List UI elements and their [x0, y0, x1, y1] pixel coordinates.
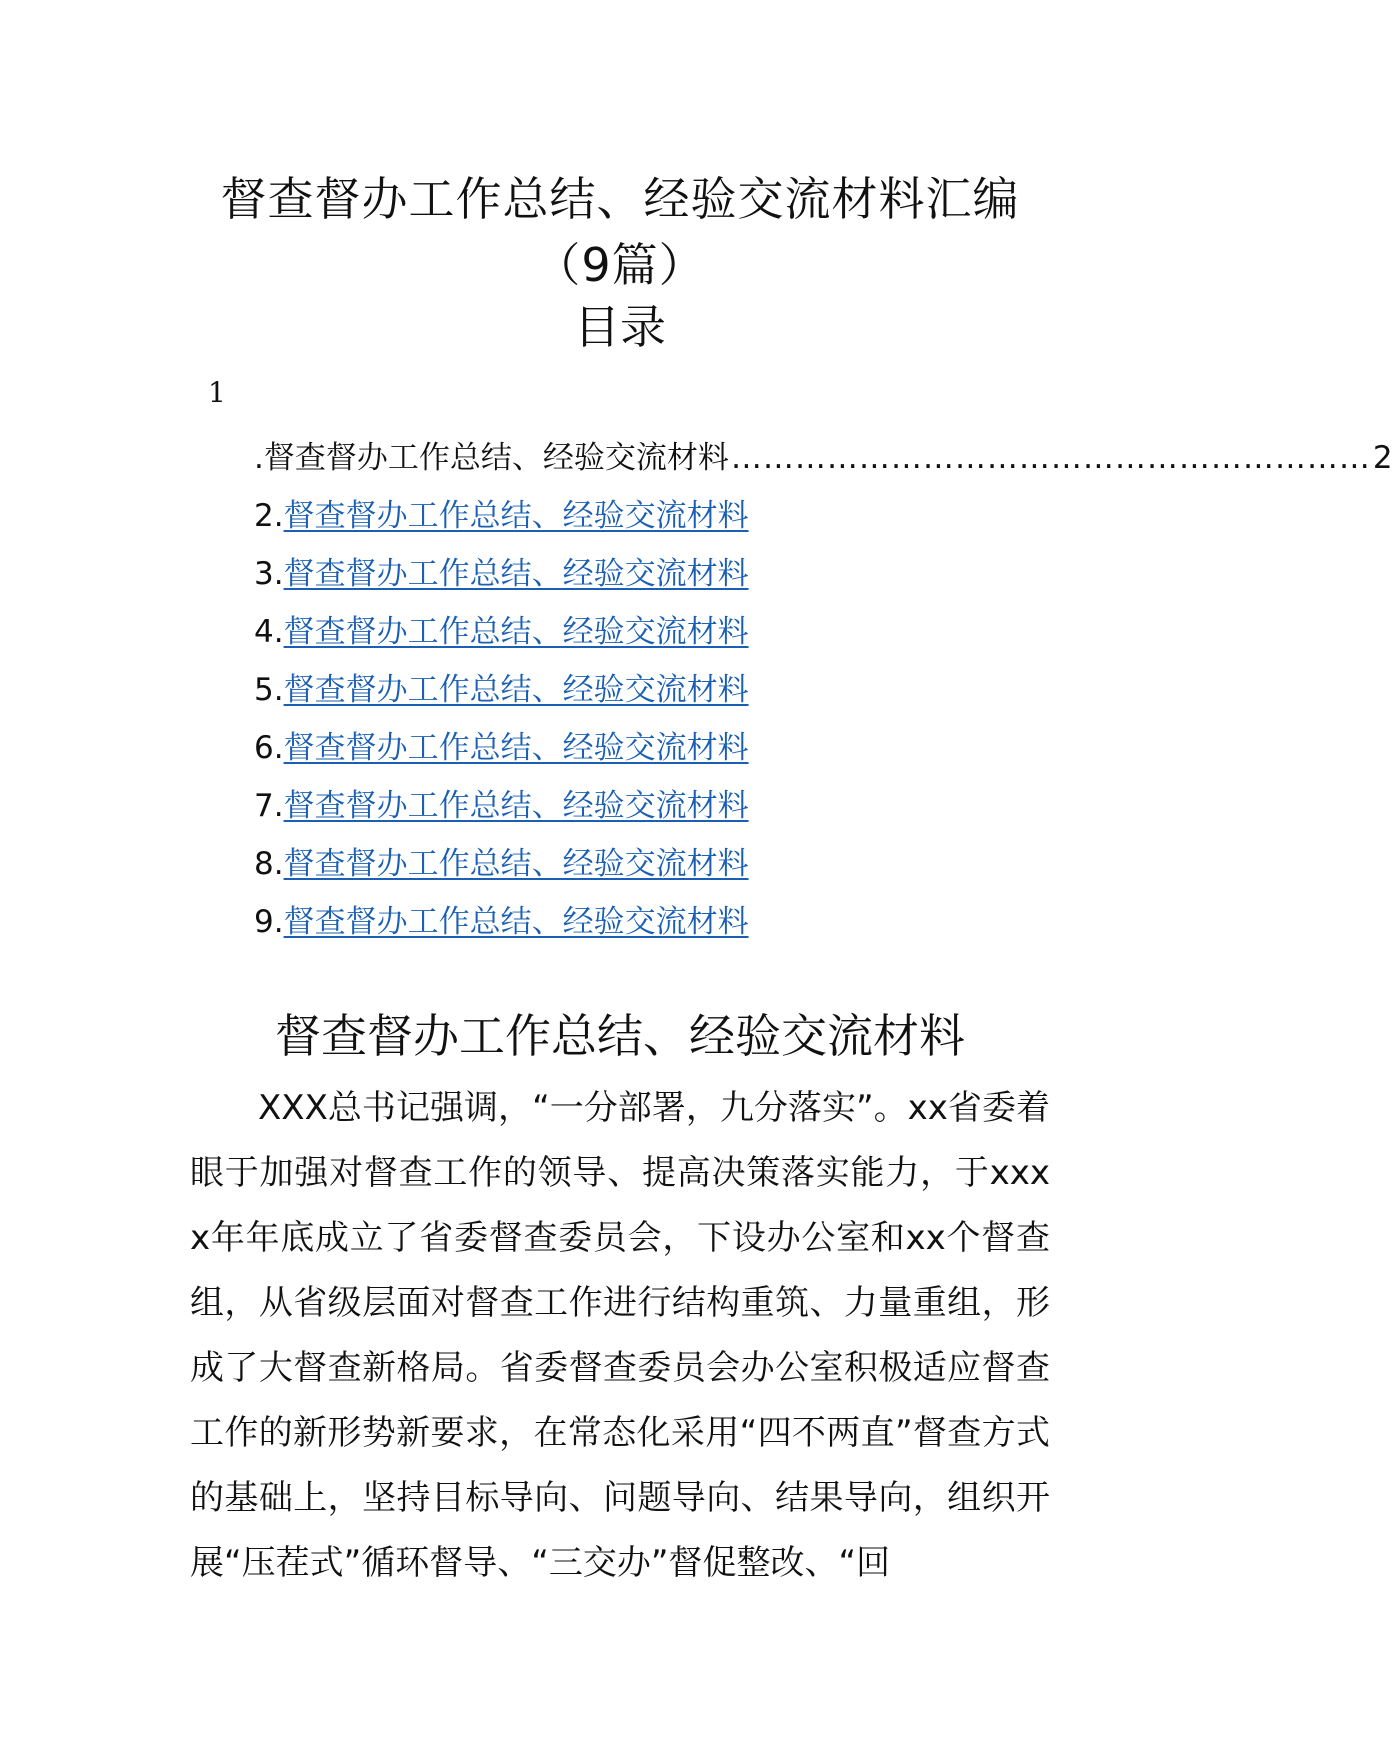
toc-entry-2	[254, 496, 749, 536]
toc-entry-number: 7.	[254, 788, 284, 824]
toc-entry-number: 4.	[254, 614, 284, 650]
toc-entry-number: 8.	[254, 846, 284, 882]
toc-heading: 目录	[574, 300, 666, 354]
toc-entry-1[interactable]	[254, 438, 1393, 478]
toc-entry-number: 9.	[254, 904, 284, 940]
toc-entry-3	[254, 554, 749, 594]
toc-entry-number: 6.	[254, 730, 284, 766]
toc-entry-1-label: .督查督办工作总结、经验交流材料	[254, 440, 729, 476]
toc-link[interactable]: 督查督办工作总结、经验交流材料	[283, 498, 749, 534]
toc-entry-6	[254, 728, 749, 768]
toc-link[interactable]: 督查督办工作总结、经验交流材料	[283, 904, 749, 940]
section-title: 督查督办工作总结、经验交流材料	[275, 1009, 965, 1063]
toc-entry-5	[254, 670, 749, 710]
toc-entry-8	[254, 844, 749, 884]
toc-entry-number: 3.	[254, 556, 284, 592]
toc-entry-1-leader-dots: ……………………………………………………	[730, 440, 1371, 476]
toc-link[interactable]: 督查督办工作总结、经验交流材料	[283, 614, 749, 650]
body-paragraph: XXX总书记强调，“一分部署，九分落实”。xx省委着眼于加强对督查工作的领导、提高决策落实能力，于xxxx年年底成立了省委督查委员会，下设办公室和xx个督查组，从省级层面对督查工作进行结构重筑、力量重组，形成了大督查新格局。省委督查委员会办公室积极适应督查工作的新形势新要求，在常态化采用“四不两直”督查方式的基础上，坚持目标导向、问题导向、结果导向，组织开展“压茬式”循环督导、“三交办”督促整改、“回	[190, 1088, 1050, 1583]
toc-link[interactable]: 督查督办工作总结、经验交流材料	[283, 730, 749, 766]
toc-entry-4	[254, 612, 749, 652]
toc-entry-number: 5.	[254, 672, 284, 708]
toc-link[interactable]: 督查督办工作总结、经验交流材料	[283, 788, 749, 824]
toc-entry-9	[254, 902, 749, 942]
toc-link[interactable]: 督查督办工作总结、经验交流材料	[283, 846, 749, 882]
toc-entry-7	[254, 786, 749, 826]
toc-link[interactable]: 督查督办工作总结、经验交流材料	[283, 556, 749, 592]
document-title: 督查督办工作总结、经验交流材料汇编（9篇）	[220, 172, 1020, 292]
toc-entry-1-page: 2	[1372, 440, 1393, 476]
toc-stray-number: 1	[208, 376, 226, 409]
toc-link[interactable]: 督查督办工作总结、经验交流材料	[283, 672, 749, 708]
toc-entry-number: 2.	[254, 498, 284, 534]
